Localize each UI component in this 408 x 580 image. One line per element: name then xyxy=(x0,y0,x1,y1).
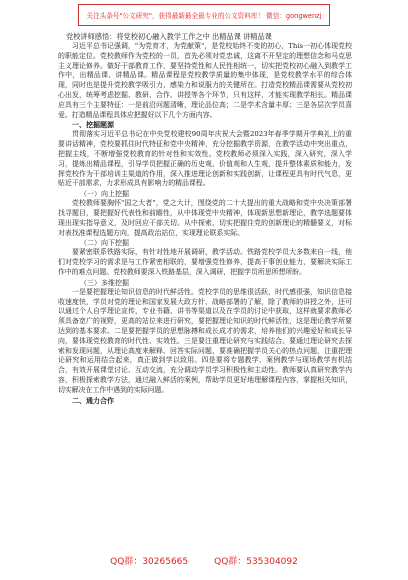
intro-paragraph: 习近平总书记强调，"为党育才，为党献策"，是党校始终不变的初心，This一初心体现党校的职能定位。党校教师作为党校的一员，首先必须对党忠诚，这离不开坚定的理想信念和马克思主义理论修养。做好干部教育工作，要坚持党性和人民性相统一，切实把党校初心融入到教学工作中，出精品课、讲精品课。精品课程是党校教学质量的集中体现，是党校教学水平的综合体现，同时也是提升党校教学吸引力、感染力和说服力的关键所在。打造党校精品课需要从党校初心出发，统筹考虑挖掘、教研、合作、讲授等各个环节，只有这样，才能实现教学相长。精品课应具有三个主要特征：一是前沿问题清晰，理论品位高；二是学术含量丰厚；三是各层次学员喜爱。打造精品课程具体应把握好以下几个方面内容。 xyxy=(58,42,352,119)
subsection1-paragraph: 党校教师要胸怀"国之大者"，党之大计，围绕党的二十大提出的重大战略和党中央决策部署找寻题目，要把握好代表性和前瞻性，从中体现党中央精神，体现新思想新理论，教学选题要体现出现实指导意义，及时回应干部关切。从中探索，切实把握住党的创新理论的精髓要义，对标对表找准课程选题方向，提高政治站位，实现理论联系实际。 xyxy=(58,199,352,237)
section1-paragraph: 贯彻落实习近平总书记在中央党校建校90周年庆祝大会暨2023年春季学期开学典礼上的重要讲话精神，党校要抓住时代特征和党中央精神，充分挖掘教学资源，在教学活动中突出重点，把握主线，不断增强党校教育的针对性和实效性。党校教师必须深入实践，深入研究，深入学习，提炼出精品课程，引导学员把握正确的历史观、价值观和人生观，提升整体素质和能力，发挥党校作为干部培训主渠道的作用，深入推进理论创新和实践创新，让课程更具有时代气息，更贴近干部需求，力求形成具有影响力的精品课程。 xyxy=(58,130,352,188)
subsection-heading-1: （一）向上挖掘 xyxy=(80,190,129,199)
subsection-heading-3: （三）多维挖掘 xyxy=(80,278,129,287)
subsection-heading-2: （二）向下挖掘 xyxy=(80,239,129,248)
subsection3-paragraph: 一是要把握理论知识信息的时代鲜活性。党校学员的思维很活跃，时代感很强，知识信息接收速度快，学员对党的理论和国家发展大政方针、战略部署的了解，除了教师的讲授之外，还可以通过个人自学理论宣传，专业书籍、讲书等渠道以及在学员的讨论中获取，这样就要求教师必须具备宽广的视野，更高的站位来进行研究，要把握理论知识的时代鲜活性，这是理论教学所要达到的基本要求。二是要把握学员的思想脉搏和成长成才的需求，培养他们的兴趣爱好和成长导向，要体现党校教育的时代性、实效性。三是要注重理论研究与实践结合。要通过理论研究去探索和发现问题，从理论高度来解释、回答实际问题，要准确把握学员关心的热点问题，注重把理论研究和运用结合起来，真正做到学以致用。四是要将专题教学、案例教学与现场教学有机结合，有效开展课堂讨论、互动交流，充分调动学员学习积极性和主动性。教师要认真研究教学内容，积极探索教学方法，通过融入鲜活的案例，帮助学员更好地理解课程内容，掌握相关知识，切实解决在工作中遇到的实际问题。 xyxy=(58,287,352,394)
document-title: 党校讲师感悟：将党校初心融入教学工作之中 出精品课 讲精品课 xyxy=(66,32,272,41)
promo-banner-text: 关注头条号"公文研究"，获得最新最全最专业的公文资料库！ 微信：gongwenzj xyxy=(86,12,322,20)
document-body xyxy=(58,32,352,540)
section-heading-1: 一、挖掘题源 xyxy=(72,120,114,130)
section-heading-2: 二、通力合作 xyxy=(72,395,114,405)
footer-contact xyxy=(0,554,408,572)
footer-qq-group-1: QQ群：30265665 xyxy=(110,557,189,567)
footer-qq-group-2: QQ群：535304092 xyxy=(214,557,298,567)
subsection2-paragraph: 要紧密联系铁路实际，有针对性地开展调研，教学活动。铁路党校学员大多数来自一线，他们对党校学习的需求是与工作紧密相联的，要增强党性修养，提高干事创业能力，要解决实际工作中的难点问题。党校教师要深入铁路基层，深入调研，把握学员所思所想所盼。 xyxy=(58,248,352,276)
promo-banner xyxy=(78,4,330,26)
